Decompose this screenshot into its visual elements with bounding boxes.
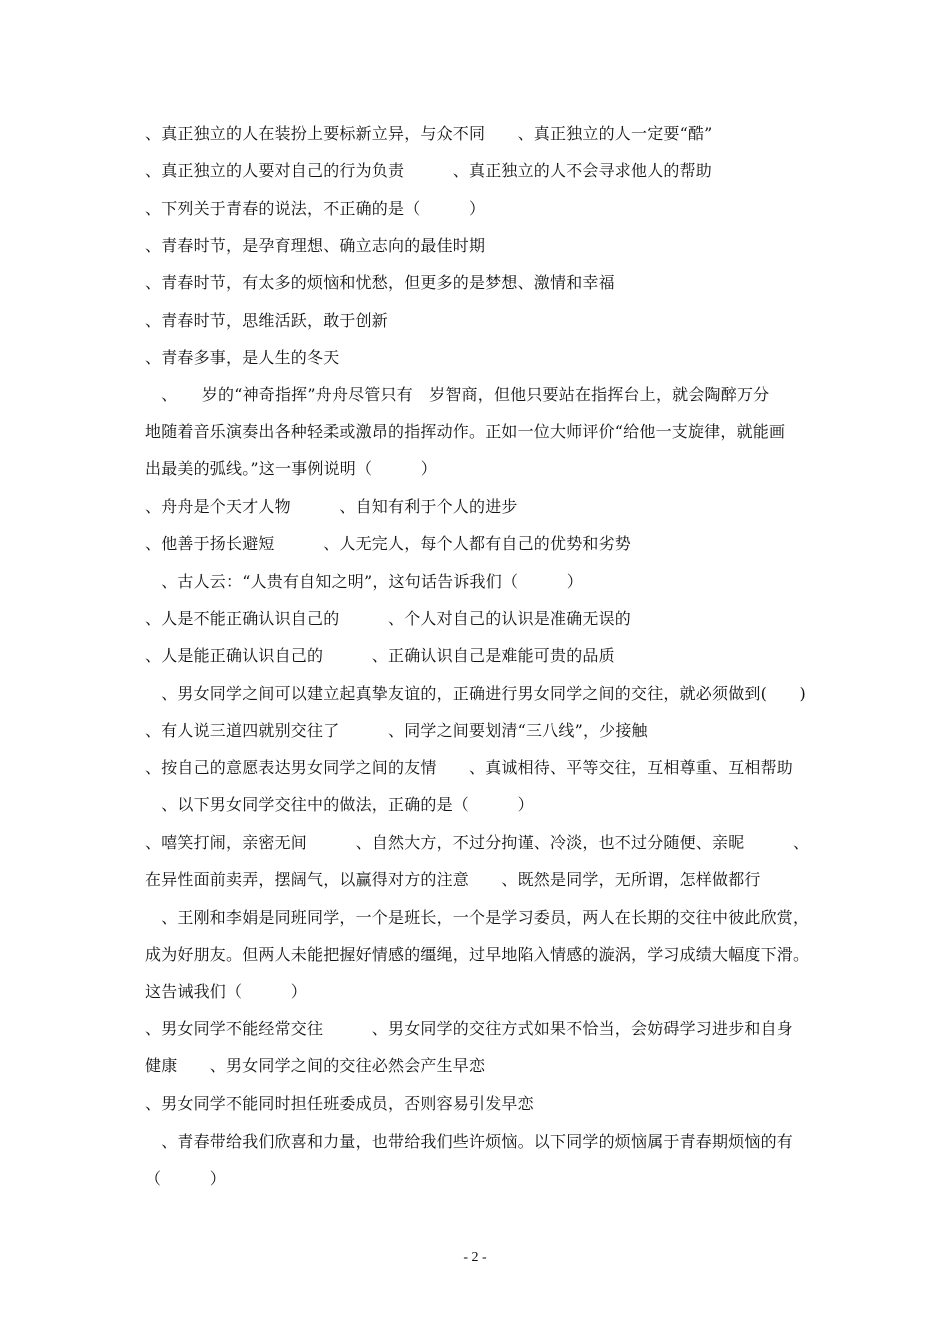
text-line: 健康 、男女同学之间的交往必然会产生早恋 — [145, 1056, 486, 1075]
text-line: 、以下男女同学交往中的做法，正确的是（ ） — [145, 795, 534, 814]
text-line: 、人是能正确认识自己的 、正确认识自己是难能可贵的品质 — [145, 646, 615, 665]
text-line: 、舟舟是个天才人物 、自知有利于个人的进步 — [145, 497, 518, 516]
text-line: 出最美的弧线。”这一事例说明（ ） — [145, 459, 437, 478]
text-line: 成为好朋友。但两人未能把握好情感的缰绳，过早地陷入情感的漩涡，学习成绩大幅度下滑。 — [145, 945, 810, 964]
text-line: 、真正独立的人在装扮上要标新立异，与众不同 、真正独立的人一定要“酷” — [145, 124, 713, 143]
text-line: 在异性面前卖弄，摆阔气，以赢得对方的注意 、既然是同学，无所谓，怎样做都行 — [145, 870, 761, 889]
text-line: 、嘻笑打闹，亲密无间 、自然大方，不过分拘谨、冷淡，也不过分随便、亲昵 、 — [145, 833, 810, 852]
text-line: 、按自己的意愿表达男女同学之间的友情 、真诚相待、平等交往，互相尊重、互相帮助 — [145, 758, 794, 777]
text-line: 、下列关于青春的说法，不正确的是（ ） — [145, 199, 486, 218]
text-line: 、男女同学之间可以建立起真挚友谊的，正确进行男女同学之间的交往，就必须做到( ) — [145, 684, 806, 703]
text-line: 、青春时节，思维活跃，敢于创新 — [145, 311, 389, 330]
text-line: 、青春时节，是孕育理想、确立志向的最佳时期 — [145, 236, 486, 255]
text-line: 这告诫我们（ ） — [145, 982, 308, 1001]
text-line: 、王刚和李娟是同班同学，一个是班长，一个是学习委员，两人在长期的交往中彼此欣赏， — [145, 908, 810, 927]
text-line: 、 岁的“神奇指挥”舟舟尽管只有 岁智商，但他只要站在指挥台上，就会陶醉万分 — [145, 385, 770, 404]
page-number: - 2 - — [463, 1250, 487, 1265]
text-line: 地随着音乐演奏出各种轻柔或激昂的指挥动作。正如一位大师评价“给他一支旋律，就能画 — [145, 422, 786, 441]
text-line: 、男女同学不能经常交往 、男女同学的交往方式如果不恰当，会妨碍学习进步和自身 — [145, 1019, 794, 1038]
text-line: 、青春带给我们欣喜和力量，也带给我们些许烦恼。以下同学的烦恼属于青春期烦恼的有 — [145, 1132, 794, 1151]
text-line: （ ） — [145, 1169, 227, 1188]
text-line: 、有人说三道四就别交往了 、同学之间要划清“三八线”，少接触 — [145, 721, 648, 740]
text-line: 、他善于扬长避短 、人无完人，每个人都有自己的优势和劣势 — [145, 534, 632, 553]
text-line: 、男女同学不能同时担任班委成员，否则容易引发早恋 — [145, 1094, 534, 1113]
text-line: 、古人云：“人贵有自知之明”，这句话告诉我们（ ） — [145, 572, 583, 591]
text-line: 、青春多事，是人生的冬天 — [145, 348, 340, 367]
text-line: 、人是不能正确认识自己的 、个人对自己的认识是准确无误的 — [145, 609, 632, 628]
text-line: 、青春时节，有太多的烦恼和忧愁，但更多的是梦想、激情和幸福 — [145, 273, 615, 292]
text-line: 、真正独立的人要对自己的行为负责 、真正独立的人不会寻求他人的帮助 — [145, 161, 713, 180]
